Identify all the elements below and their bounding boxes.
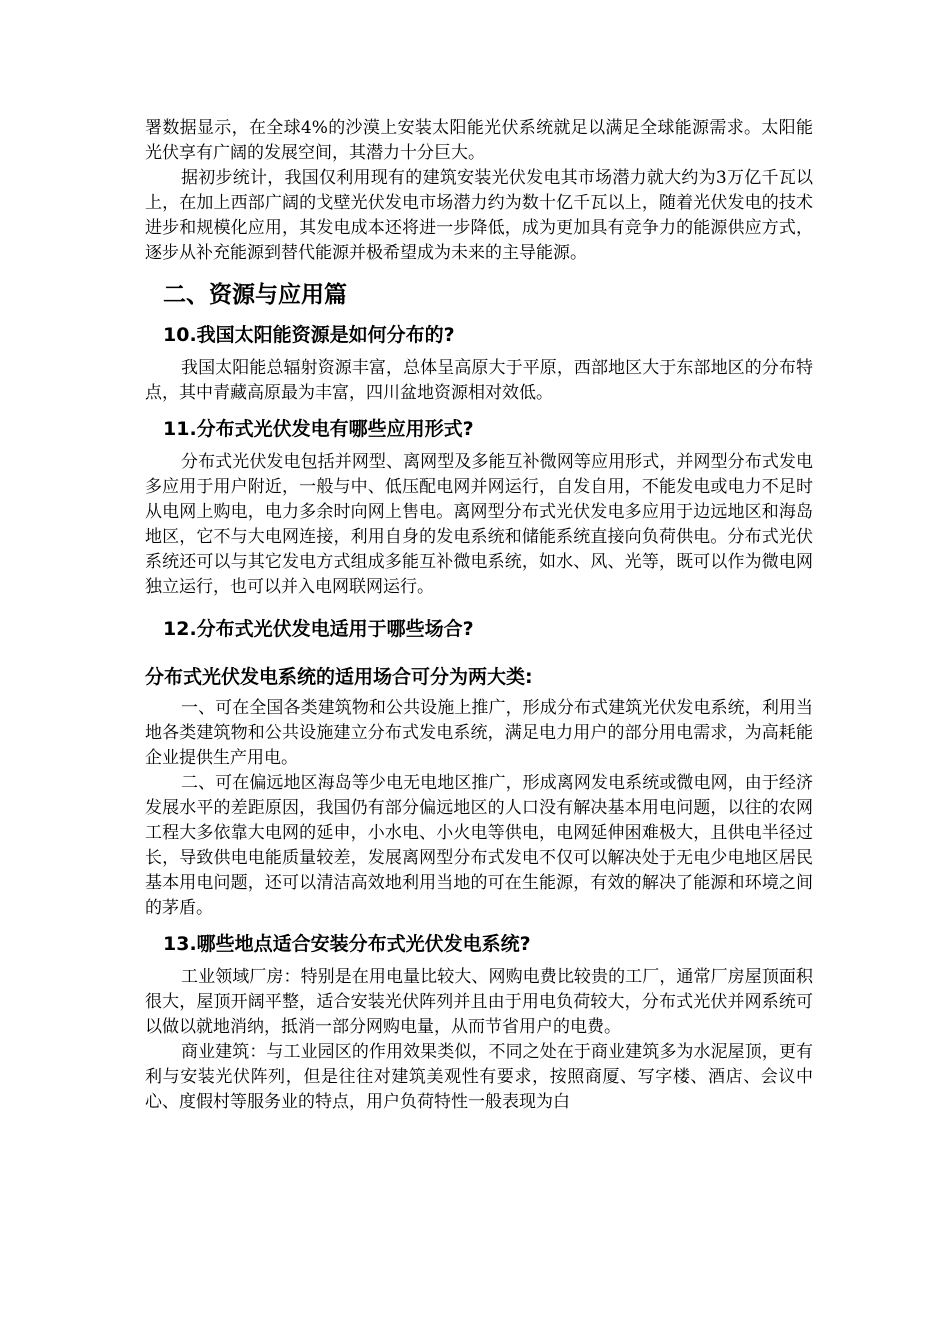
question-heading-12: 12.分布式光伏发电适用于哪些场合? (163, 618, 474, 640)
paragraph-q12-category-one: 一、可在全国各类建筑物和公共设施上推广，形成分布式建筑光伏发电系统，利用当地各类建筑物和公共设施建立分布式发电系统，满足电力用户的部分用电需求，为高耗能企业提供生产用电。 (145, 698, 813, 768)
paragraph-q13-commercial: 商业建筑：与工业园区的作用效果类似，不同之处在于商业建筑多为水泥屋顶，更有利与安装光伏阵列，但是往往对建筑美观性有要求，按照商厦、写字楼、酒店、会议中心、度假村等服务业的特点，用户负荷特性一般表现为白 (145, 1042, 813, 1112)
paragraph-q13-industrial: 工业领域厂房：特别是在用电量比较大、网购电费比较贵的工厂，通常厂房屋顶面积很大，屋顶开阔平整，适合安装光伏阵列并且由于用电负荷较大，分布式光伏并网系统可以做以就地消纳，抵消一部分网购电量，从而节省用户的电费。 (145, 967, 813, 1037)
paragraph-q11-answer: 分布式光伏发电包括并网型、离网型及多能互补微网等应用形式，并网型分布式发电多应用于用户附近，一般与中、低压配电网并网运行，自发自用，不能发电或电力不足时从电网上购电，电力多余时向网上售电。离网型分布式光伏发电多应用于边远地区和海岛地区，它不与大电网连接，利用自身的发电系统和储能系统直接向负荷供电。分布式光伏系统还可以与其它发电方式组成多能互补微电系统，如水、风、光等，既可以作为微电网独立运行，也可以并入电网联网运行。 (145, 452, 813, 597)
paragraph-market-potential: 据初步统计，我国仅利用现有的建筑安装光伏发电其市场潜力就大约为3万亿千瓦以上，在加上西部广阔的戈壁光伏发电市场潜力约为数十亿千瓦以上，随着光伏发电的技术进步和规模化应用，其发电成本还将进一步降低，成为更加具有竞争力的能源供应方式，逐步从补充能源到替代能源并极希望成为未来的主导能源。 (145, 168, 813, 263)
question-heading-11: 11.分布式光伏发电有哪些应用形式? (163, 418, 474, 440)
paragraph-q10-answer: 我国太阳能总辐射资源丰富，总体呈高原大于平原，西部地区大于东部地区的分布特点，其中青藏高原最为丰富，四川盆地资源相对效低。 (145, 358, 813, 403)
question-heading-13: 13.哪些地点适合安装分布式光伏发电系统? (163, 933, 531, 955)
question-heading-10: 10.我国太阳能资源是如何分布的? (163, 324, 455, 346)
subheading-two-categories: 分布式光伏发电系统的适用场合可分为两大类: (145, 666, 533, 688)
page-content (145, 116, 813, 1115)
section-heading-resources-applications: 二、资源与应用篇 (163, 282, 347, 308)
paragraph-intro-tail: 署数据显示，在全球4%的沙漠上安装太阳能光伏系统就足以满足全球能源需求。太阳能光伏享有广阔的发展空间，其潜力十分巨大。 (145, 118, 813, 163)
paragraph-q12-category-two: 二、可在偏远地区海岛等少电无电地区推广，形成离网发电系统或微电网，由于经济发展水平的差距原因，我国仍有部分偏远地区的人口没有解决基本用电问题，以往的农网工程大多依靠大电网的延申，小水电、小火电等供电，电网延伸困难极大，且供电半径过长，导致供电电能质量较差，发展离网型分布式发电不仅可以解决处于无电少电地区居民基本用电问题，还可以清洁高效地利用当地的可在生能源，有效的解决了能源和环境之间的茅盾。 (145, 773, 813, 918)
